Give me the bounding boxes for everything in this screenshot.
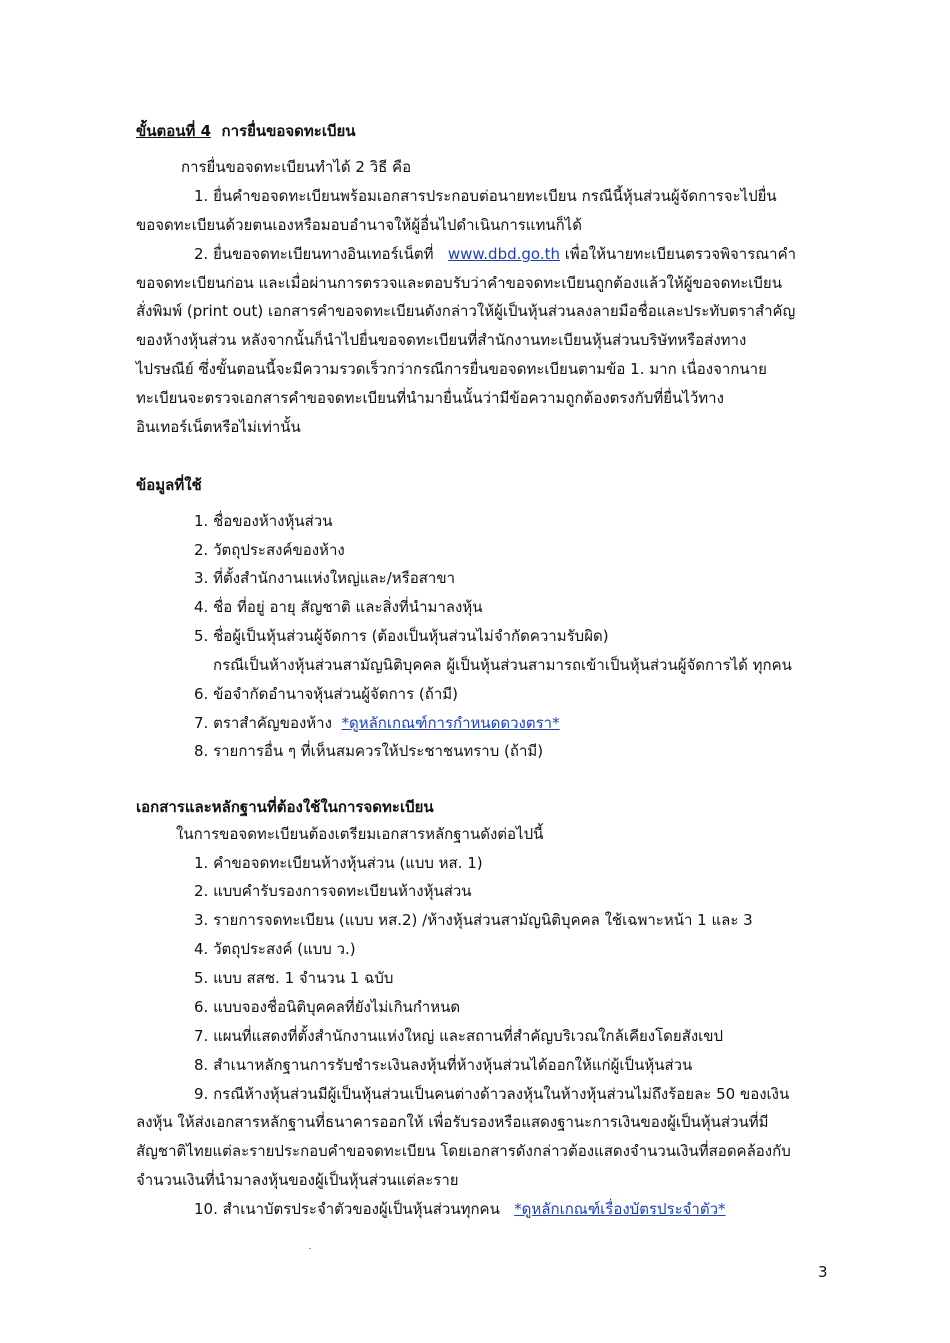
dbd-website-link[interactable]: www.dbd.go.th [447, 245, 560, 263]
method2-line4: ของห้างหุ้นส่วน หลังจากนั้นก็นำไปยื่นขอจดทะเบียนที่สำนักงานทะเบียนหุ้นส่วนบริษัทหรือส่งทาง [136, 331, 747, 349]
method2-line3: สั่งพิมพ์ (print out) เอกสารคำขอจดทะเบียนดังกล่าวให้ผู้เป็นหุ้นส่วนลงลายมือชื่อและประทับตราสำคัญ [136, 302, 796, 320]
info-item-2: 2. วัตถุประสงค์ของห้าง [194, 541, 345, 559]
info-item-5-note: กรณีเป็นห้างหุ้นส่วนสามัญนิติบุคคล ผู้เป็นหุ้นส่วนสามารถเข้าเป็นหุ้นส่วนผู้จัดการได้ ทุกคน [213, 656, 792, 674]
info-heading: ข้อมูลที่ใช้ [136, 476, 202, 494]
info-item-1: 1. ชื่อของห้างหุ้นส่วน [194, 512, 333, 530]
docs-item-6: 6. แบบจองชื่อนิติบุคคลที่ยังไม่เกินกำหนด [194, 998, 461, 1016]
method2-line2: ขอจดทะเบียนก่อน และเมื่อผ่านการตรวจและตอบรับว่าคำขอจดทะเบียนถูกต้องแล้วให้ผู้ขอจดทะเบียน [136, 274, 782, 292]
docs-item-5: 5. แบบ สสช. 1 จำนวน 1 ฉบับ [194, 969, 394, 987]
seal-criteria-link[interactable]: *ดูหลักเกณฑ์การกำหนดดวงตรา* [341, 714, 560, 732]
id-card-criteria-link[interactable]: *ดูหลักเกณฑ์เรื่องบัตรประจำตัว* [514, 1200, 726, 1218]
info-item-5: 5. ชื่อผู้เป็นหุ้นส่วนผู้จัดการ (ต้องเป็นหุ้นส่วนไม่จำกัดความรับผิด) [194, 627, 609, 645]
info-item-7-label: 7. ตราสำคัญของห้าง [194, 714, 332, 732]
docs-item-1: 1. คำขอจดทะเบียนห้างหุ้นส่วน (แบบ หส. 1) [194, 854, 483, 872]
step4-heading-title: การยื่นขอจดทะเบียน [221, 122, 356, 140]
method1-line1: 1. ยื่นคำขอจดทะเบียนพร้อมเอกสารประกอบต่อนายทะเบียน กรณีนี้หุ้นส่วนผู้จัดการจะไปยื่น [194, 187, 777, 205]
info-item-4: 4. ชื่อ ที่อยู่ อายุ สัญชาติ และสิ่งที่นำมาลงหุ้น [194, 598, 483, 616]
method2-line1 [194, 243, 796, 265]
method2-line1-end: เพื่อให้นายทะเบียนตรวจพิจารณาคำ [564, 245, 797, 263]
docs-item-10 [194, 1198, 726, 1220]
scan-speck [309, 1248, 311, 1249]
info-item-8: 8. รายการอื่น ๆ ที่เห็นสมควรให้ประชาชนทราบ (ถ้ามี) [194, 742, 544, 760]
docs-item-2: 2. แบบคำรับรองการจดทะเบียนห้างหุ้นส่วน [194, 882, 472, 900]
page-number: 3 [818, 1263, 828, 1281]
docs-item-9-line1: 9. กรณีห้างหุ้นส่วนมีผู้เป็นหุ้นส่วนเป็นคนต่างด้าวลงหุ้นในห้างหุ้นส่วนไม่ถึงร้อยละ 50 ของเงิน [194, 1085, 790, 1103]
step4-intro: การยื่นขอจดทะเบียนทำได้ 2 วิธี คือ [181, 158, 412, 176]
method2-line1-start: 2. ยื่นขอจดทะเบียนทางอินเทอร์เน็ตที่ [194, 245, 434, 263]
docs-item-3: 3. รายการจดทะเบียน (แบบ หส.2) /ห้างหุ้นส่วนสามัญนิติบุคคล ใช้เฉพาะหน้า 1 และ 3 [194, 911, 753, 929]
info-item-7 [194, 712, 560, 734]
docs-item-9-line2: ลงหุ้น ให้ส่งเอกสารหลักฐานที่ธนาคารออกให้ เพื่อรับรองหรือแสดงฐานะการเงินของผู้เป็นหุ้นส่วนที่มี [136, 1113, 769, 1131]
info-item-6: 6. ข้อจำกัดอำนาจหุ้นส่วนผู้จัดการ (ถ้ามี) [194, 685, 458, 703]
docs-item-10-label: 10. สำเนาบัตรประจำตัวของผู้เป็นหุ้นส่วนทุกคน [194, 1200, 500, 1218]
method2-line6: ทะเบียนจะตรวจเอกสารคำขอจดทะเบียนที่นำมายื่นนั้นว่ามีข้อความถูกต้องตรงกับที่ยื่นไว้ทาง [136, 389, 724, 407]
docs-item-8: 8. สำเนาหลักฐานการรับชำระเงินลงหุ้นที่ห้างหุ้นส่วนได้ออกให้แก่ผู้เป็นหุ้นส่วน [194, 1056, 693, 1074]
docs-intro: ในการขอจดทะเบียนต้องเตรียมเอกสารหลักฐานดังต่อไปนี้ [176, 825, 544, 843]
docs-item-4: 4. วัตถุประสงค์ (แบบ ว.) [194, 940, 356, 958]
method1-line2: ขอจดทะเบียนด้วยตนเองหรือมอบอำนาจให้ผู้อื่นไปดำเนินการแทนก็ได้ [136, 216, 582, 234]
step4-heading-prefix: ขั้นตอนที่ 4 [136, 122, 212, 140]
docs-item-9-line4: จำนวนเงินที่นำมาลงหุ้นของผู้เป็นหุ้นส่วนแต่ละราย [136, 1171, 459, 1189]
docs-item-9-line3: สัญชาติไทยแต่ละรายประกอบคำขอจดทะเบียน โดยเอกสารดังกล่าวต้องแสดงจำนวนเงินที่สอดคล้องกับ [136, 1142, 791, 1160]
method2-line5: ไปรษณีย์ ซึ่งขั้นตอนนี้จะมีความรวดเร็วกว่ากรณีการยื่นขอจดทะเบียนตามข้อ 1. มาก เนื่องจากนาย [136, 360, 767, 378]
docs-item-7: 7. แผนที่แสดงที่ตั้งสำนักงานแห่งใหญ่ และสถานที่สำคัญบริเวณใกล้เคียงโดยสังเขป [194, 1027, 724, 1045]
info-item-3: 3. ที่ตั้งสำนักงานแห่งใหญ่และ/หรือสาขา [194, 569, 455, 587]
method2-line7: อินเทอร์เน็ตหรือไม่เท่านั้น [136, 418, 301, 436]
step4-heading [136, 120, 356, 142]
docs-heading: เอกสารและหลักฐานที่ต้องใช้ในการจดทะเบียน [136, 798, 434, 816]
